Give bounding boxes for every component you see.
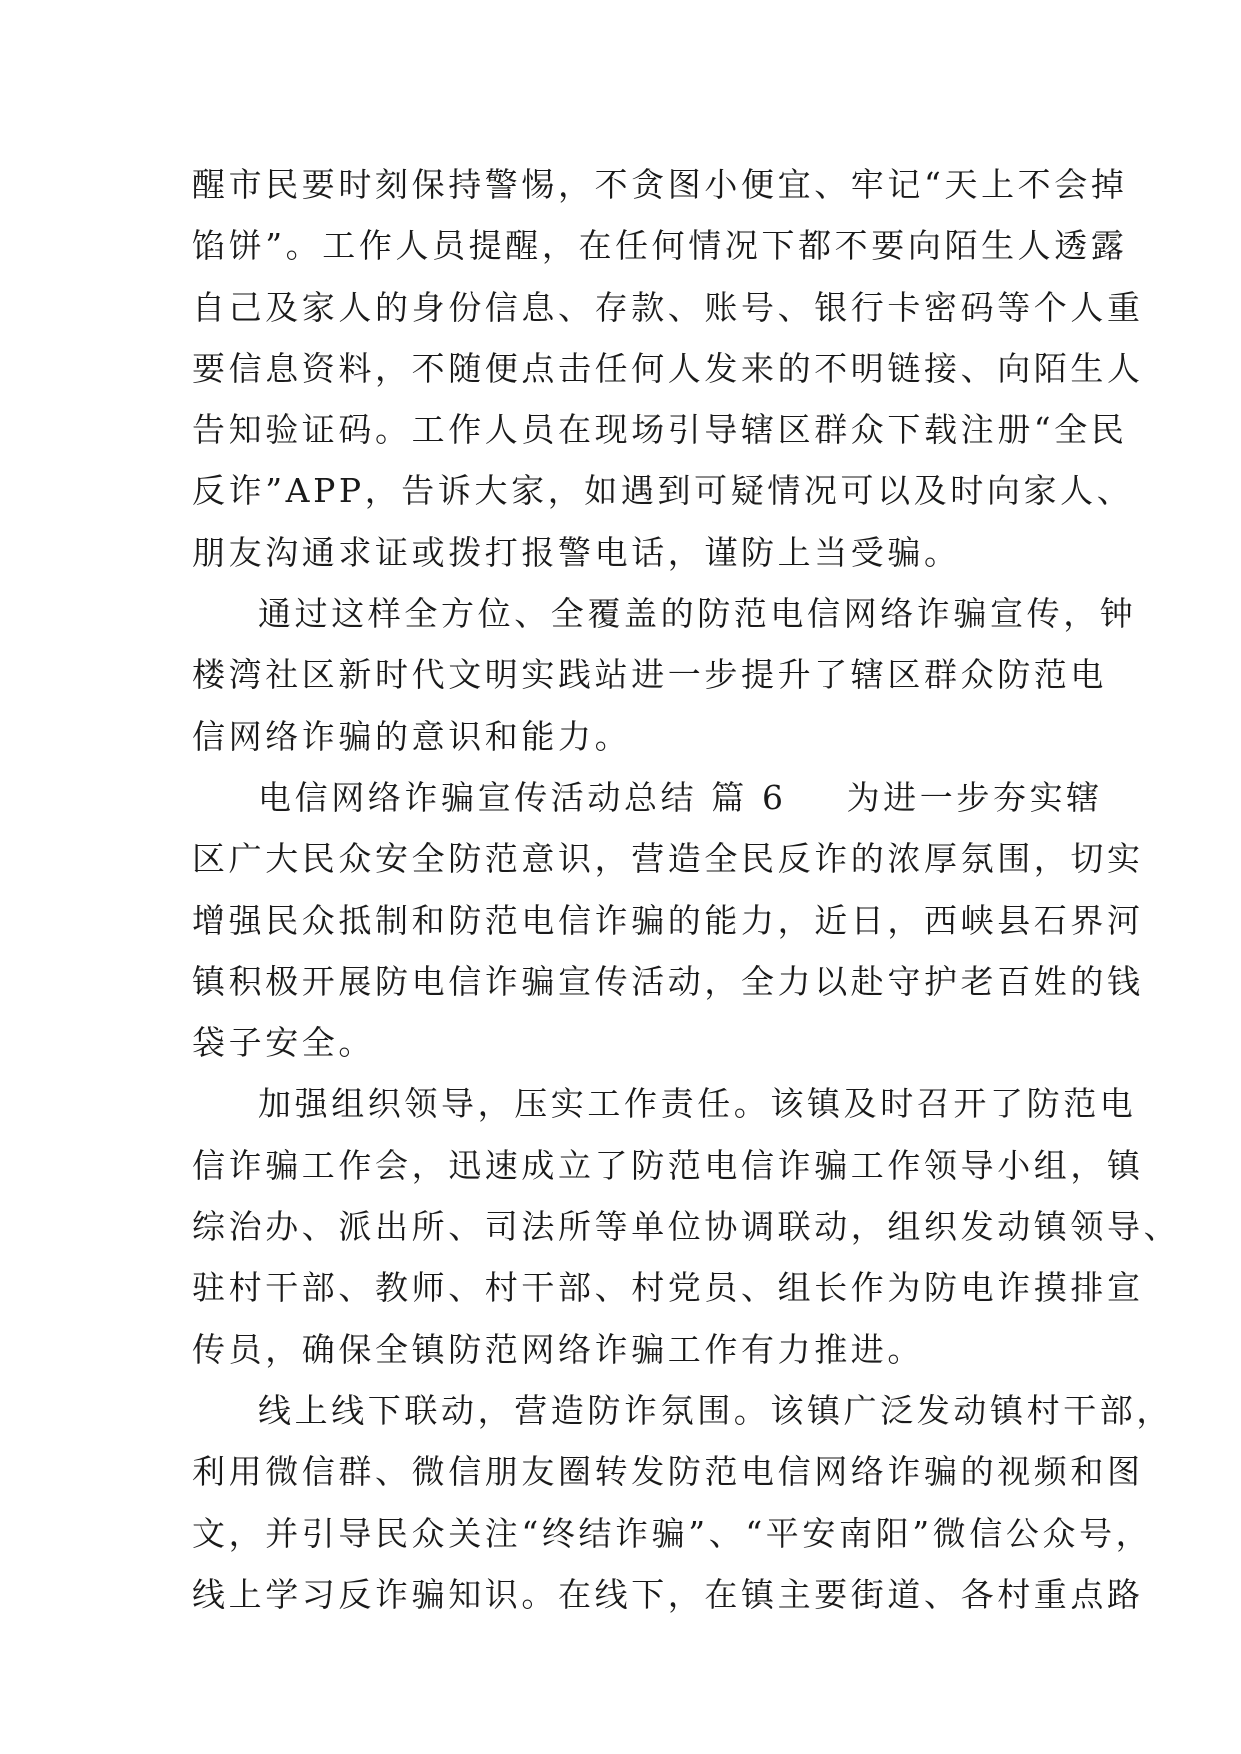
text-line: 信诈骗工作会，迅速成立了防范电信诈骗工作领导小组，镇 bbox=[192, 1145, 1144, 1185]
text-line: 加强组织领导，压实工作责任。该镇及时召开了防范电 bbox=[258, 1084, 1137, 1124]
text-line: 馅饼”。工作人员提醒，在任何情况下都不要向陌生人透露 bbox=[192, 226, 1128, 266]
text-line: 通过这样全方位、全覆盖的防范电信网络诈骗宣传，钟 bbox=[258, 594, 1137, 634]
paragraph bbox=[192, 583, 1137, 767]
text-line: 线上学习反诈骗知识。在线下，在镇主要街道、各村重点路 bbox=[192, 1574, 1144, 1614]
document-body bbox=[192, 154, 1181, 1625]
text-line: 文，并引导民众关注“终结诈骗”、“平安南阳”微信公众号， bbox=[192, 1513, 1153, 1553]
text-line: 综治办、派出所、司法所等单位协调联动，组织发动镇领导、 bbox=[192, 1207, 1181, 1247]
text-line: 楼湾社区新时代文明实践站进一步提升了辖区群众防范电 bbox=[192, 655, 1107, 695]
text-line: 醒市民要时刻保持警惕，不贪图小便宜、牢记“天上不会掉 bbox=[192, 165, 1128, 204]
heading-tail-text: 为进一步夯实辖 bbox=[846, 777, 1103, 817]
text-line: 驻村干部、教师、村干部、村党员、组长作为防电诈摸排宣 bbox=[192, 1268, 1144, 1308]
text-line: 反诈”APP，告诉大家，如遇到可疑情况可以及时向家人、 bbox=[192, 471, 1134, 511]
text-line: 袋子安全。 bbox=[192, 1023, 375, 1063]
paragraph bbox=[192, 154, 1144, 583]
text-line: 告知验证码。工作人员在现场引导辖区群众下载注册“全民 bbox=[192, 410, 1128, 450]
text-line: 区广大民众安全防范意识，营造全民反诈的浓厚氛围，切实 bbox=[192, 839, 1144, 879]
paragraph bbox=[192, 767, 1144, 1073]
text-line: 镇积极开展防电信诈骗宣传活动，全力以赴守护老百姓的钱 bbox=[192, 961, 1144, 1001]
text-line: 增强民众抵制和防范电信诈骗的能力，近日，西峡县石界河 bbox=[192, 900, 1144, 940]
text-line: 要信息资料，不随便点击任何人发来的不明链接、向陌生人 bbox=[192, 348, 1144, 388]
paragraph bbox=[192, 1380, 1173, 1625]
paragraph bbox=[192, 1073, 1181, 1379]
text-line: 自己及家人的身份信息、存款、账号、银行卡密码等个人重 bbox=[192, 287, 1144, 327]
text-line: 朋友沟通求证或拨打报警电话，谨防上当受骗。 bbox=[192, 532, 961, 572]
text-line: 利用微信群、微信朋友圈转发防范电信网络诈骗的视频和图 bbox=[192, 1452, 1144, 1492]
section-heading: 电信网络诈骗宣传活动总结 篇 6 bbox=[258, 777, 787, 817]
section-heading-line bbox=[192, 767, 1103, 828]
text-line: 线上线下联动，营造防诈氛围。该镇广泛发动镇村干部， bbox=[258, 1390, 1173, 1430]
text-line: 传员，确保全镇防范网络诈骗工作有力推进。 bbox=[192, 1329, 924, 1369]
text-line: 信网络诈骗的意识和能力。 bbox=[192, 716, 632, 756]
